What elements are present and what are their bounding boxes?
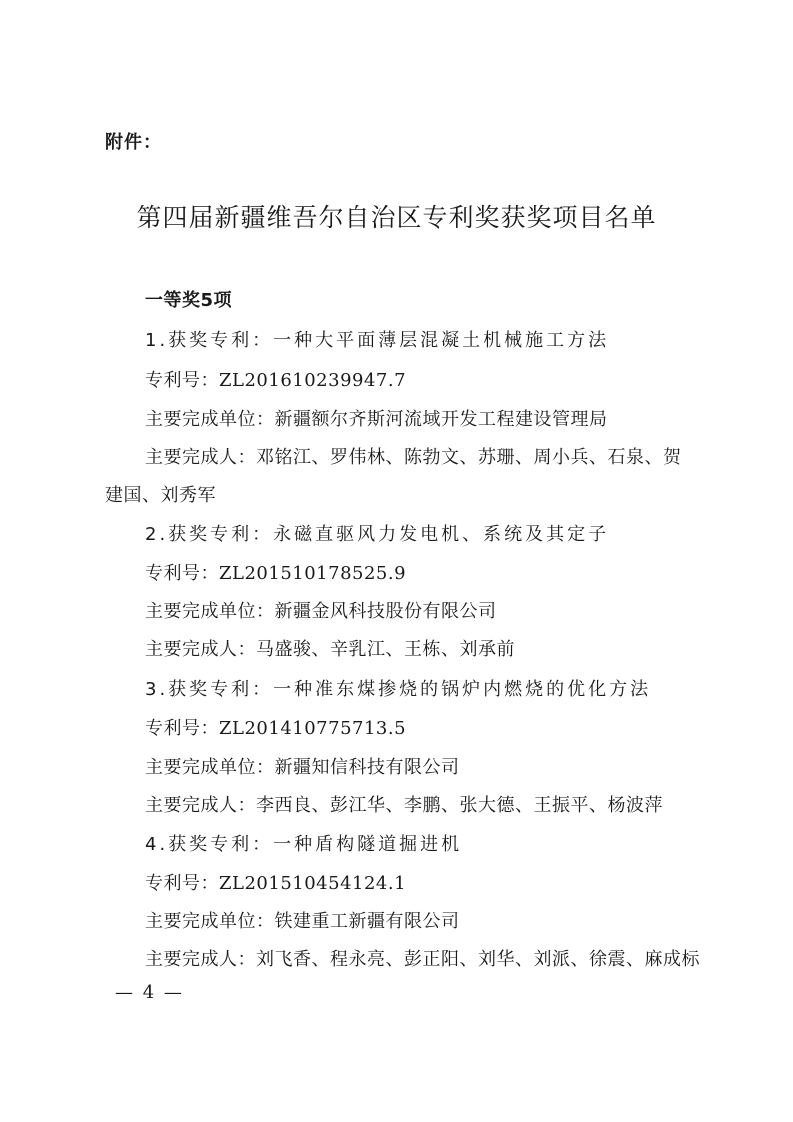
document-title: 第四届新疆维吾尔自治区专利奖获奖项目名单 [136,203,657,232]
completion-people-3: 主要完成人：李西良、彭江华、李鹏、张大德、王振平、杨波萍 [145,795,663,816]
patent-number-1: 专利号：ZL201610239947.7 [145,370,407,391]
completion-people-4: 主要完成人：刘飞香、程永亮、彭正阳、刘华、刘派、徐震、麻成标 [145,949,700,970]
patent-number-3: 专利号：ZL201410775713.5 [145,718,407,739]
patent-title-4: 4.获奖专利：一种盾构隧道掘进机 [145,834,463,855]
completion-unit-1: 主要完成单位：新疆额尔齐斯河流域开发工程建设管理局 [145,409,608,430]
page-number: — 4 — [115,982,184,1003]
completion-unit-4: 主要完成单位：铁建重工新疆有限公司 [145,911,460,932]
completion-people-2: 主要完成人：马盛骏、辛乳江、王栋、刘承前 [145,639,515,660]
patent-title-3: 3.获奖专利：一种准东煤掺烧的锅炉内燃烧的优化方法 [145,679,652,700]
patent-number-4: 专利号：ZL201510454124.1 [145,873,407,894]
patent-title-2: 2.获奖专利：永磁直驱风力发电机、系统及其定子 [145,524,610,545]
completion-unit-3: 主要完成单位：新疆知信科技有限公司 [145,757,460,778]
patent-title-1: 1.获奖专利：一种大平面薄层混凝土机械施工方法 [145,330,610,351]
patent-number-2: 专利号：ZL201510178525.9 [145,563,407,584]
completion-unit-2: 主要完成单位：新疆金风科技股份有限公司 [145,601,497,622]
attachment-label: 附件： [105,132,162,153]
section-heading: 一等奖5项 [145,290,233,311]
completion-people-1: 主要完成人：邓铭江、罗伟林、陈勃文、苏珊、周小兵、石泉、贺 [145,447,682,468]
completion-people-1-cont: 建国、刘秀军 [105,485,216,506]
